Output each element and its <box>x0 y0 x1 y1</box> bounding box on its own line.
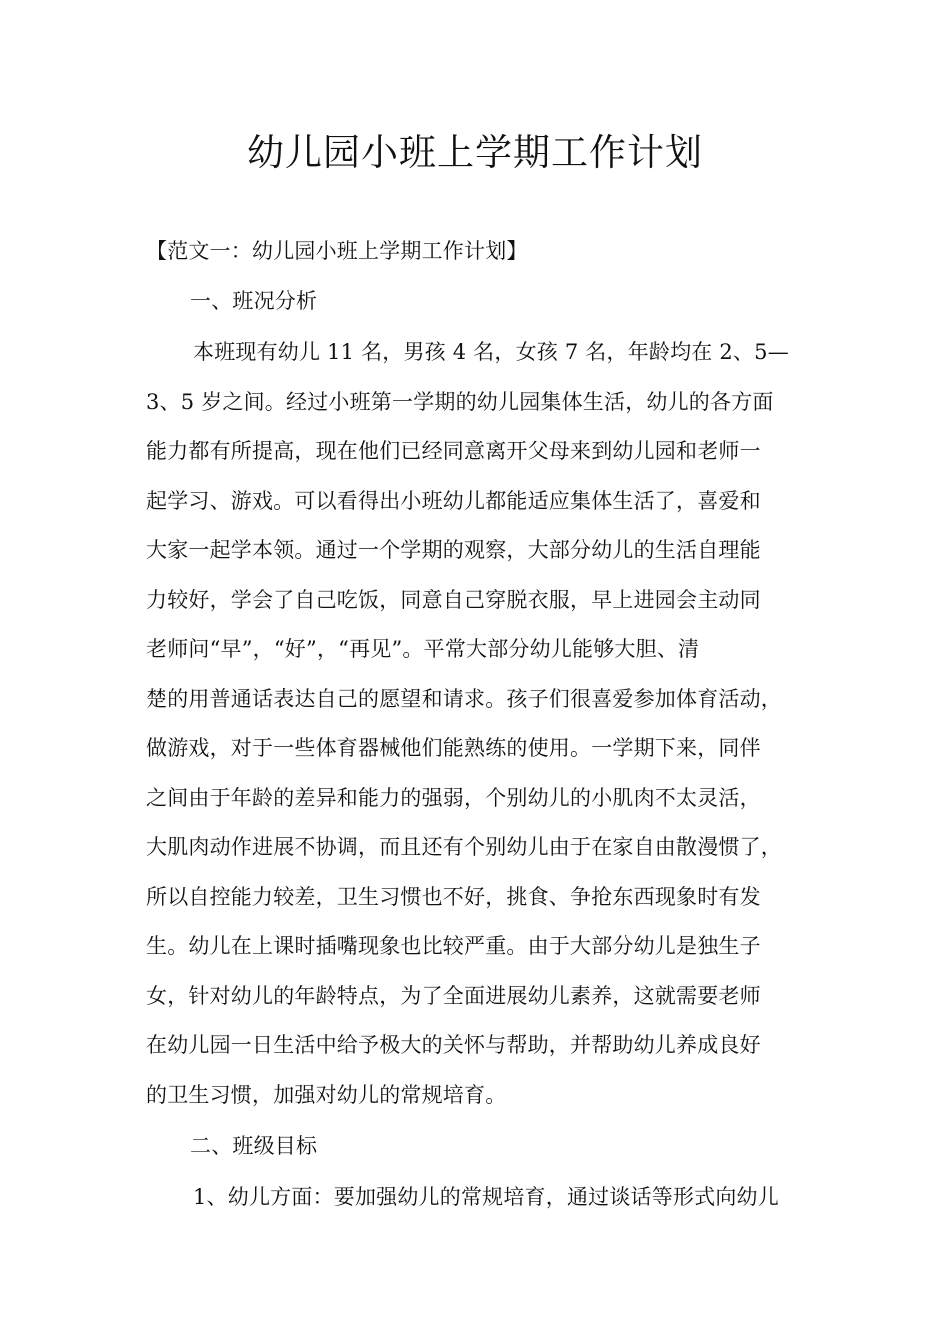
paragraph-1-line-6: 力较好，学会了自己吃饭，同意自己穿脱衣服，早上进园会主动同 <box>146 588 761 612</box>
paragraph-1-line-8: 楚的用普通话表达自己的愿望和请求。孩子们很喜爱参加体育活动， <box>146 687 782 711</box>
section-2-heading: 二、班级目标 <box>190 1134 318 1158</box>
section-2-line-1: 1、幼儿方面：要加强幼儿的常规培育，通过谈话等形式向幼儿 <box>193 1185 779 1209</box>
paragraph-1-line-15: 在幼儿园一日生活中给予极大的关怀与帮助，并帮助幼儿养成良好 <box>146 1033 761 1057</box>
paragraph-1-line-5: 大家一起学本领。通过一个学期的观察，大部分幼儿的生活自理能 <box>146 538 761 562</box>
paragraph-1-line-12: 所以自控能力较差，卫生习惯也不好，挑食、争抢东西现象时有发 <box>146 885 761 909</box>
document-title: 幼儿园小班上学期工作计划 <box>247 131 703 174</box>
paragraph-1-line-14: 女，针对幼儿的年龄特点，为了全面进展幼儿素养，这就需要老师 <box>146 984 761 1008</box>
paragraph-1-line-7: 老师问“早”，“好”，“再见”。平常大部分幼儿能够大胆、清 <box>146 637 700 661</box>
paragraph-1-line-1: 本班现有幼儿 11 名，男孩 4 名，女孩 7 名，年龄均在 2、5— <box>193 340 789 364</box>
paragraph-1-line-10: 之间由于年龄的差异和能力的强弱，个别幼儿的小肌肉不太灵活， <box>146 786 761 810</box>
paragraph-1-line-4: 起学习、游戏。可以看得出小班幼儿都能适应集体生活了，喜爱和 <box>146 489 761 513</box>
paragraph-1-line-9: 做游戏，对于一些体育器械他们能熟练的使用。一学期下来，同伴 <box>146 736 761 760</box>
paragraph-1-line-3: 能力都有所提高，现在他们已经同意离开父母来到幼儿园和老师一 <box>146 439 761 463</box>
paragraph-1-line-16: 的卫生习惯，加强对幼儿的常规培育。 <box>146 1083 507 1107</box>
section-1-heading: 一、班况分析 <box>190 289 318 313</box>
paragraph-1-line-13: 生。幼儿在上课时插嘴现象也比较严重。由于大部分幼儿是独生子 <box>146 934 761 958</box>
sample-heading: 【范文一：幼儿园小班上学期工作计划】 <box>146 239 528 263</box>
paragraph-1-line-2: 3、5 岁之间。经过小班第一学期的幼儿园集体生活，幼儿的各方面 <box>146 390 774 414</box>
paragraph-1-line-11: 大肌肉动作进展不协调，而且还有个别幼儿由于在家自由散漫惯了， <box>146 835 782 859</box>
